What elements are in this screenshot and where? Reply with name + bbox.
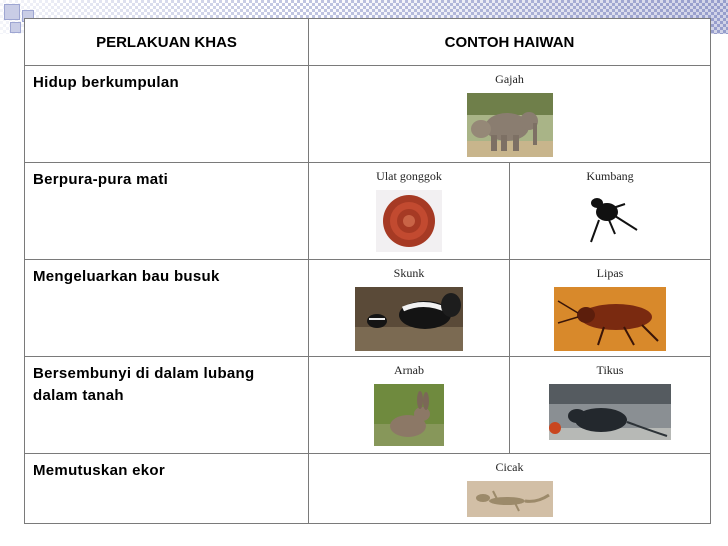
table-row bbox=[25, 163, 711, 260]
behaviour-cell: Memutuskan ekor bbox=[25, 454, 309, 524]
millipede-photo bbox=[376, 190, 442, 252]
gecko-photo bbox=[467, 481, 553, 517]
animal-label: Gajah bbox=[495, 72, 524, 86]
table-header-row bbox=[25, 19, 711, 66]
animal-label: Arnab bbox=[394, 363, 424, 377]
beetle-photo bbox=[575, 190, 645, 250]
table-row bbox=[25, 454, 711, 524]
animal-label: Lipas bbox=[596, 266, 624, 280]
behaviour-cell: Mengeluarkan bau busuk bbox=[25, 260, 309, 357]
behaviour-cell: Hidup berkumpulan bbox=[25, 66, 309, 163]
animal-cell bbox=[309, 163, 510, 260]
animal-cell bbox=[510, 357, 711, 454]
table-row bbox=[25, 66, 711, 163]
header-behaviour: PERLAKUAN KHAS bbox=[25, 19, 309, 66]
animal-label: Kumbang bbox=[586, 169, 634, 183]
skunk-photo bbox=[355, 287, 463, 351]
table-row bbox=[25, 357, 711, 454]
header-examples: CONTOH HAIWAN bbox=[309, 19, 711, 66]
animal-label: Skunk bbox=[393, 266, 425, 280]
decorative-square bbox=[4, 4, 20, 20]
behaviour-table bbox=[24, 18, 711, 524]
table-row bbox=[25, 260, 711, 357]
cockroach-photo bbox=[554, 287, 666, 351]
elephant-photo bbox=[467, 93, 553, 157]
decorative-square bbox=[10, 22, 21, 33]
animal-label: Tikus bbox=[596, 363, 624, 377]
behaviour-cell: Berpura-pura mati bbox=[25, 163, 309, 260]
animal-cell bbox=[309, 66, 711, 163]
behaviour-cell: Bersembunyi di dalam lubang dalam tanah bbox=[25, 357, 309, 454]
animal-cell bbox=[309, 260, 510, 357]
animal-cell bbox=[309, 357, 510, 454]
animal-cell bbox=[510, 163, 711, 260]
animal-label: Ulat gonggok bbox=[376, 169, 442, 183]
rat-photo bbox=[549, 384, 671, 440]
animal-cell bbox=[510, 260, 711, 357]
rabbit-photo bbox=[374, 384, 444, 446]
animal-label: Cicak bbox=[495, 460, 524, 474]
animal-cell bbox=[309, 454, 711, 524]
